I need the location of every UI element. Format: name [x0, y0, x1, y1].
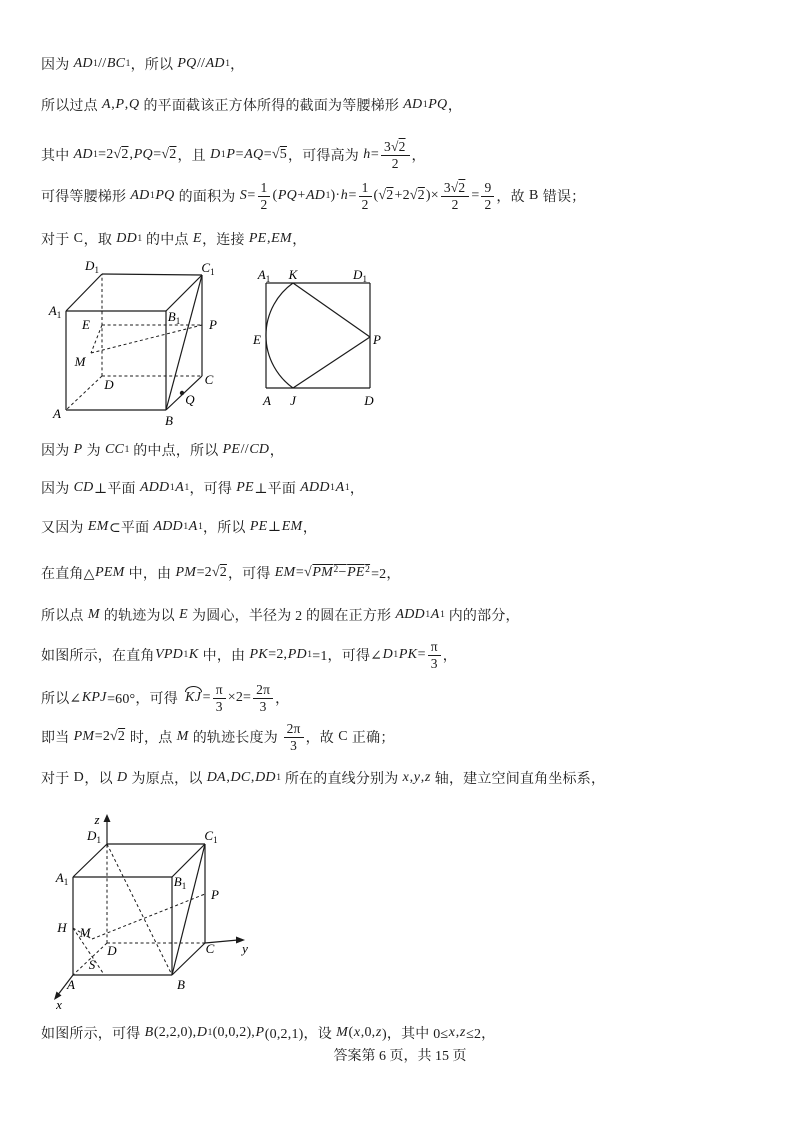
solution-line-1: 因为 AD 1 // BC 1 ，所以 PQ // AD 1 ，: [41, 56, 245, 73]
vertex-label-D: D: [104, 377, 114, 392]
figure-edge-solid: [66, 274, 102, 311]
vertex-label-D1: $D_1$: [85, 258, 99, 275]
vertex-label-P: P: [209, 317, 217, 332]
vertex-label-B1: $B_1$: [173, 874, 187, 891]
vertex-label-C: C: [205, 941, 215, 956]
figure-cube-coordinate-system: [40, 812, 280, 1017]
vertex-label-J: J: [290, 393, 296, 408]
vertex-label-x: x: [56, 997, 62, 1012]
vertex-label-E: E: [253, 332, 261, 347]
solution-line-14: 对于 D ，以 D 为原点，以 DA , DC , DD 1 所在的直线分别为 x , y , z 轴，建立空间直角坐标系，: [41, 770, 606, 787]
figure-edge-solid: [293, 337, 370, 388]
vertex-label-B: B: [177, 977, 185, 992]
solution-line-10: 所以点 M 的轨迹为以 E 为圆心，半径为 2 的圆在正方形 ADD 1 A 1 内的部分，: [41, 607, 520, 624]
vertex-label-A: A: [67, 977, 75, 992]
vertex-label-H: H: [57, 920, 67, 935]
figure-arc: [266, 283, 293, 388]
figure-edge-solid: [73, 844, 107, 877]
solution-line-11: 如图所示，在直角 VPD 1 K 中，由 PK =2, PD 1 =1，可得∠ D 1 PK = $\frac{\pi}{3}$ ，: [41, 638, 457, 671]
vertex-label-B: B: [165, 413, 173, 428]
figure-edge-solid: [166, 275, 202, 410]
vertex-label-B1: $B_1$: [167, 309, 181, 326]
solution-line-6: 因为 P 为 CC 1 的中点，所以 PE // CD ，: [41, 442, 284, 459]
vertex-label-M: M: [79, 925, 91, 940]
solution-line-9: 在直角△ PEM 中，由 PM =2 √2 ，可得 EM = $√PM^2-PE^2$ =2，: [41, 565, 401, 582]
vertex-label-A: A: [53, 406, 61, 421]
vertex-label-D1: $D_1$: [87, 828, 101, 845]
axis-arrowhead: [104, 814, 111, 822]
solution-line-8: 又因为 EM ⊂平面 ADD 1 A 1 ，所以 PE ⊥ EM ，: [41, 519, 318, 536]
vertex-label-z: z: [94, 812, 100, 827]
vertex-label-A: A: [263, 393, 271, 408]
vertex-label-A1: $A_1$: [257, 267, 271, 284]
figure-point-dot: [180, 391, 184, 395]
figure-edge-solid: [172, 943, 205, 975]
solution-line-3: 其中 AD 1 =2 √2 , PQ = √2 ，且 D 1 P = AQ = √5 ，可得高为 h = $\frac{3√2}{2}$ ，: [41, 138, 426, 171]
vertex-label-Q: Q: [185, 392, 195, 407]
vertex-label-P: P: [211, 887, 219, 902]
figure-cube-section-and-square-locus: [40, 253, 400, 433]
solution-line-7: 因为 CD ⊥平面 ADD 1 A 1 ，可得 PE ⊥平面 ADD 1 A 1 ，: [41, 480, 365, 497]
figure-edge-dashed: [91, 325, 102, 353]
vertex-label-D: D: [107, 943, 117, 958]
figure-edge-solid: [172, 844, 205, 877]
vertex-label-E: E: [82, 317, 90, 332]
solution-line-2: 所以过点 A , P , Q 的平面截该正方体所得的截面为等腰梯形 AD 1 PQ ，: [41, 97, 463, 114]
vertex-label-M: M: [74, 354, 86, 369]
figure-edge-solid: [102, 274, 202, 275]
solution-line-13: 即当 PM =2 √2 时，点 M 的轨迹长度为 $\frac{2\pi}{3}$ ，故 C 正确；: [41, 720, 395, 753]
solution-line-15: 如图所示，可得 B (2,2,0), D 1 (0,0,2), P (0,2,1)，设 M ( x ,0, z )，其中 0≤ x , z ≤2，: [41, 1025, 496, 1042]
vertex-label-D1: $D_1$: [353, 267, 367, 284]
vertex-label-K: K: [288, 267, 298, 282]
figure-edge-solid: [293, 283, 370, 337]
solution-line-12: 所以∠ KPJ =60°，可得 KJ = $\frac{\pi}{3}$ ×2= $\frac{2\pi}{3}$ ，: [41, 681, 290, 714]
solution-line-4: 可得等腰梯形 AD 1 PQ 的面积为 S = $\frac{1}{2}$ ( PQ + AD 1 )· h = $\frac{1}{2}$ ( √2 +2 √2 )× $\frac{3√2}{2}$ = $\frac{9}{2}$ ，故 B 错误；: [41, 179, 586, 212]
vertex-label-C1: $C_1$: [204, 828, 218, 845]
vertex-label-y: y: [242, 941, 248, 956]
figure-edge-dashed: [66, 376, 102, 410]
vertex-label-C: C: [204, 372, 214, 387]
vertex-label-D: D: [364, 393, 374, 408]
figure-edge-dashed: [107, 844, 172, 975]
figure-edge-solid: [172, 844, 205, 975]
page-footer: 答案第 6 页，共 15 页: [333, 1049, 467, 1064]
vertex-label-P: P: [373, 332, 381, 347]
vertex-label-S: S: [88, 957, 96, 972]
vertex-label-A1: $A_1$: [55, 870, 69, 887]
figure-edge-dashed: [92, 894, 205, 939]
vertex-label-C1: $C_1$: [201, 260, 215, 277]
solution-line-5: 对于 C ，取 DD 1 的中点 E ，连接 PE , EM ，: [41, 231, 307, 248]
vertex-label-A1: $A_1$: [48, 303, 62, 320]
